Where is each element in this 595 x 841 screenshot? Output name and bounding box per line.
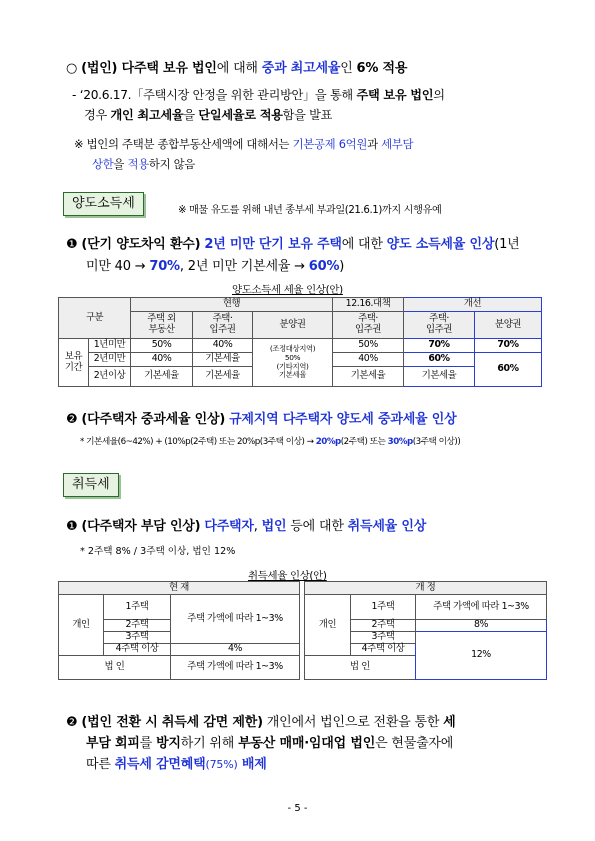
th-current: 현행 <box>131 298 333 312</box>
chwideuk-item-2-line2: 부담 회피를 방지하기 위해 부동산 매매·임대업 법인은 현물출자에 <box>86 736 454 751</box>
note-line-2: 상한을 적용하지 않음 <box>92 157 196 171</box>
yangdo-item-1: ❶ (단기 양도차익 환수) 2년 미만 단기 보유 주택에 대한 양도 소득세율 인상(1년 <box>66 237 520 252</box>
yangdo-table-title: 양도소득세 세율 인상(안) <box>232 284 343 296</box>
page-number: - 5 - <box>287 803 308 814</box>
chwideuk-item-2-line3: 따른 취득세 감면혜택(75%) 배제 <box>86 757 267 772</box>
bullet: ○ <box>66 61 78 76</box>
sub-line-2: 경우 개인 최고세율을 단일세율로 적용함을 발표 <box>84 108 333 122</box>
yangdo-note: ※ 매물 유도를 위해 내년 종부세 부과일(21.6.1)까지 시행유예 <box>178 205 442 216</box>
th-gubun: 구분 <box>59 298 131 339</box>
section-box-yangdo: 양도소득세 <box>63 192 144 216</box>
yangdo-item-2: ❷ (다주택자 중과세율 인상) 규제지역 다주택자 양도세 중과세율 인상 <box>66 412 457 427</box>
chwideuk-item-1-note: * 2주택 8% / 3주택 이상, 법인 12% <box>80 546 236 557</box>
yangdo-item-1-line2: 미만 40 → 70%, 2년 미만 기본세율 → 60%) <box>86 259 345 274</box>
note-line-1: ※ 법인의 주택분 종합부동산세액에 대해서는 기본공제 6억원과 세부담 <box>74 137 414 151</box>
sub-line-1: - ‘20.6.17.「주택시장 안정을 위한 관리방안」을 통해 주택 보유 법인의 <box>72 88 445 102</box>
yangdo-table: 구분 현행 12.16.대책 개선 주택 외 부동산 주택· 입주권 분양권 주택· 입주권 주택· 입주권 분양권 보유 기간 1년미만 50% 40% (조정대상지역) 50% (기타지역) 기본세율 50% 70% 70% 2년미만 40% 기본세율 40% 60% 60% 2년이상 기본세율 기본세율 기본세율 기본세율 <box>58 297 542 387</box>
th-1216: 12.16.대책 <box>333 298 404 312</box>
heading-corporate: ○ (법인) 다주택 보유 법인에 대해 중과 최고세율인 6% 적용 <box>66 61 408 76</box>
section-box-chwideuk: 취득세 <box>63 473 119 497</box>
chwideuk-item-2: ❷ (법인 전환 시 취득세 감면 제한) 개인에서 법인으로 전환을 통한 세 <box>66 715 456 730</box>
th-current: 현 재 <box>59 582 300 595</box>
chwideuk-table-current: 현 재 개인 1주택 주택 가액에 따라 1~3% 2주택 3주택 4주택 이상 4% 법 인 주택 가액에 따라 1~3% <box>58 581 300 680</box>
chwideuk-table-title: 취득세율 인상(안) <box>248 570 327 582</box>
th-improved: 개선 <box>404 298 542 312</box>
th-revised: 개 정 <box>305 582 547 595</box>
yangdo-item-2-note: * 기본세율(6~42%) + (10%p(2주택) 또는 20%p(3주택 이상) → 20%p(2주택) 또는 30%p(3주택 이상)) <box>80 437 461 447</box>
row-group-period: 보유 기간 <box>59 339 89 387</box>
chwideuk-table-revised: 개 정 개인 1주택 주택 가액에 따라 1~3% 2주택 8% 3주택 12% 4주택 이상 법 인 <box>304 581 547 680</box>
chwideuk-item-1: ❶ (다주택자 부담 인상) 다주택자, 법인 등에 대한 취득세율 인상 <box>66 519 427 534</box>
